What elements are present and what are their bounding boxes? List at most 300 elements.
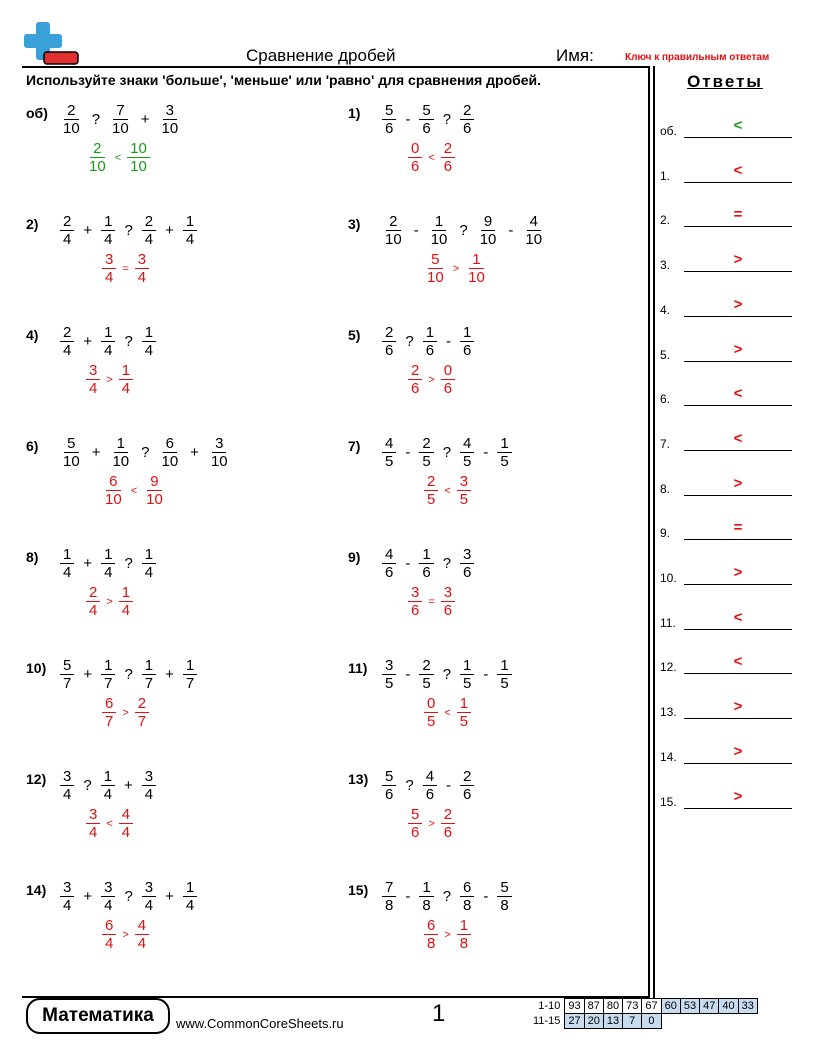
numerator: 2 [460, 102, 474, 120]
fraction [423, 324, 437, 359]
denominator: 10 [468, 269, 485, 286]
fraction [119, 806, 133, 841]
fraction [460, 657, 474, 692]
problem-number: 11) [348, 660, 368, 676]
instructions: Используйте знаки 'больше', 'меньше' или 'равно' для сравнения дробей. [26, 72, 542, 88]
answer-value: > [733, 698, 743, 716]
fraction [109, 435, 132, 470]
denominator: 4 [105, 269, 114, 286]
denominator: 6 [463, 786, 472, 803]
fraction [135, 695, 149, 730]
numerator: 4 [119, 806, 133, 824]
operator: - [483, 444, 489, 461]
answer-column-divider [648, 66, 650, 998]
answer-line [684, 316, 792, 317]
fraction [441, 140, 455, 175]
numerator: 3 [60, 879, 74, 897]
answer-value: < [733, 429, 743, 447]
numerator: 6 [102, 917, 116, 935]
denominator: 4 [137, 935, 147, 952]
numerator: 1 [460, 324, 474, 342]
numerator: 6 [163, 435, 177, 453]
score-cell: 53 [680, 999, 699, 1014]
answer-row [660, 293, 792, 317]
fraction [460, 435, 474, 470]
fraction [497, 879, 511, 914]
fraction [101, 546, 115, 581]
fraction [102, 473, 125, 508]
denominator: 4 [185, 897, 195, 914]
denominator: 4 [63, 342, 72, 359]
denominator: 4 [103, 786, 113, 803]
compare-placeholder: ? [124, 555, 133, 572]
numerator: 2 [90, 140, 104, 158]
numerator: 7 [113, 102, 127, 120]
numerator: 2 [441, 140, 455, 158]
answer-value: > [733, 564, 743, 581]
fraction [102, 251, 116, 286]
fraction [408, 584, 422, 619]
fraction [119, 584, 133, 619]
numerator: 2 [386, 213, 400, 231]
numerator: 3 [102, 251, 116, 269]
denominator: 5 [385, 453, 394, 470]
answer-row [660, 740, 792, 764]
numerator: 5 [497, 879, 511, 897]
denominator: 4 [63, 564, 72, 581]
problem-item [348, 546, 648, 642]
score-row-label: 11-15 [533, 1015, 561, 1027]
score-table [530, 998, 758, 1029]
answer-line [684, 271, 792, 272]
problem-expression [60, 213, 197, 248]
answer-number: 4. [660, 302, 671, 317]
answer-number: 6. [660, 392, 671, 407]
numerator: 1 [497, 435, 511, 453]
denominator: 7 [63, 675, 72, 692]
answer-value: < [733, 385, 743, 403]
denominator: 6 [463, 342, 472, 359]
fraction [127, 140, 150, 175]
denominator: 6 [443, 824, 453, 841]
answer-work [86, 806, 133, 841]
denominator: 5 [459, 713, 469, 730]
problem-item [26, 102, 326, 198]
problem-item [26, 657, 326, 753]
answer-value: = [733, 206, 743, 224]
fraction [441, 806, 455, 841]
fraction [86, 362, 100, 397]
numerator: 1 [497, 657, 511, 675]
answer-number: 5. [660, 347, 671, 362]
denominator: 5 [463, 453, 472, 470]
denominator: 6 [385, 786, 394, 803]
answer-value: < [733, 653, 743, 671]
answer-line [684, 361, 792, 362]
numerator: 1 [419, 879, 433, 897]
answer-line [684, 450, 792, 451]
fraction [497, 435, 511, 470]
problem-expression [382, 324, 474, 359]
numerator: 2 [408, 362, 422, 380]
fraction [457, 695, 471, 730]
problem-number: 4) [26, 327, 39, 343]
problem-item [26, 546, 326, 642]
numerator: 2 [460, 768, 474, 786]
comparison-symbol: > [122, 928, 129, 941]
numerator: 2 [424, 473, 438, 491]
answer-row [660, 427, 792, 451]
fraction [101, 657, 115, 692]
fraction [408, 362, 422, 397]
denominator: 10 [161, 120, 179, 137]
numerator: 1 [101, 546, 115, 564]
score-cell: 27 [565, 1014, 584, 1029]
score-cell: 33 [738, 999, 757, 1014]
denominator: 4 [89, 824, 98, 841]
denominator: 10 [525, 231, 543, 248]
fraction [86, 806, 100, 841]
denominator: 10 [63, 453, 80, 470]
answer-line [684, 584, 792, 585]
problem-number: 9) [348, 549, 361, 565]
answer-value: > [733, 742, 743, 760]
denominator: 6 [422, 564, 431, 581]
fraction [465, 251, 488, 286]
denominator: 6 [443, 158, 453, 175]
denominator: 10 [210, 453, 228, 470]
problem-expression [60, 546, 156, 581]
name-label: Имя: [556, 46, 594, 65]
answer-row [660, 695, 792, 719]
score-cell: 40 [719, 999, 738, 1014]
answer-number: об. [660, 124, 677, 138]
answer-line [684, 182, 792, 183]
answer-work [102, 251, 149, 286]
numerator: 3 [60, 768, 74, 786]
answer-number: 9. [660, 526, 671, 541]
numerator: 4 [527, 213, 541, 231]
answer-line [684, 673, 792, 674]
fraction [86, 584, 100, 619]
score-cell: 47 [700, 999, 719, 1014]
denominator: 6 [411, 602, 420, 619]
numerator: 1 [423, 324, 437, 342]
answer-row [660, 159, 792, 183]
operator: - [405, 444, 411, 461]
fraction [143, 473, 166, 508]
problem-expression [382, 102, 474, 137]
score-row [530, 1014, 757, 1029]
denominator: 5 [422, 675, 431, 692]
answer-value: < [733, 117, 743, 134]
fraction [419, 546, 433, 581]
answer-work [424, 251, 488, 286]
numerator: 1 [432, 213, 446, 231]
fraction [460, 768, 474, 803]
denominator: 7 [105, 713, 114, 730]
problem-item [26, 324, 326, 420]
answer-work [408, 362, 455, 397]
answer-work [408, 806, 455, 841]
denominator: 10 [112, 453, 130, 470]
denominator: 6 [425, 786, 435, 803]
numerator: 2 [419, 657, 433, 675]
answer-number: 15. [660, 794, 677, 809]
problem-expression [382, 435, 512, 470]
operator: + [165, 222, 174, 239]
numerator: 5 [382, 768, 396, 786]
answer-number: 12. [660, 660, 677, 675]
denominator: 4 [185, 231, 195, 248]
fraction [424, 251, 447, 286]
problem-number: 3) [348, 216, 361, 232]
comparison-symbol: < [444, 484, 451, 497]
numerator: 3 [86, 362, 100, 380]
numerator: 3 [163, 102, 177, 120]
numerator: 1 [457, 695, 471, 713]
numerator: 4 [135, 917, 149, 935]
numerator: 6 [424, 917, 438, 935]
compare-placeholder: ? [442, 111, 452, 128]
answer-work [408, 584, 455, 619]
fraction [428, 213, 451, 248]
numerator: 3 [135, 251, 149, 269]
compare-placeholder: ? [442, 555, 452, 572]
problem-expression [60, 657, 197, 692]
fraction [60, 435, 83, 470]
score-cell: 7 [623, 1014, 642, 1029]
score-row [530, 999, 757, 1014]
fraction [441, 362, 455, 397]
compare-placeholder: ? [124, 222, 133, 239]
denominator: 4 [63, 897, 72, 914]
answer-work [408, 140, 455, 175]
score-cell: 93 [565, 999, 584, 1014]
numerator: 3 [457, 473, 471, 491]
numerator: 1 [114, 435, 128, 453]
comparison-symbol: > [122, 706, 129, 719]
fraction [102, 917, 116, 952]
problem-expression [60, 768, 156, 803]
numerator: 2 [135, 695, 149, 713]
numerator: 2 [419, 435, 433, 453]
answer-line [684, 137, 792, 138]
denominator: 10 [63, 120, 80, 137]
comparison-symbol: < [106, 817, 113, 830]
numerator: 1 [119, 362, 133, 380]
comparison-symbol: > [106, 595, 113, 608]
fraction [101, 324, 115, 359]
numerator: 6 [102, 695, 116, 713]
numerator: 3 [382, 657, 396, 675]
fraction [183, 879, 197, 914]
fraction [86, 140, 109, 175]
denominator: 6 [411, 824, 420, 841]
numerator: 3 [408, 584, 422, 602]
denominator: 4 [104, 342, 113, 359]
answer-line [684, 718, 792, 719]
operator: - [405, 888, 411, 905]
fraction [522, 213, 545, 248]
numerator: 6 [106, 473, 120, 491]
problem-item [26, 879, 326, 975]
numerator: 1 [460, 657, 474, 675]
problem-item [348, 324, 648, 420]
compare-placeholder: ? [442, 444, 452, 461]
answer-row [660, 114, 792, 138]
numerator: 0 [441, 362, 455, 380]
fraction [419, 657, 433, 692]
plus-minus-logo-icon [22, 22, 80, 68]
fraction [135, 251, 149, 286]
numerator: 0 [424, 695, 438, 713]
fraction [424, 695, 438, 730]
compare-placeholder: ? [405, 333, 414, 350]
problem-number: 14) [26, 882, 47, 898]
denominator: 10 [105, 491, 122, 508]
denominator: 10 [430, 231, 448, 248]
problem-expression [382, 879, 512, 914]
denominator: 4 [63, 231, 72, 248]
answer-work [424, 917, 471, 952]
problem-item [348, 213, 648, 309]
score-cell: 73 [623, 999, 642, 1014]
fraction [119, 362, 133, 397]
numerator: 3 [142, 879, 156, 897]
denominator: 6 [385, 564, 394, 581]
denominator: 6 [443, 602, 453, 619]
operator: + [190, 444, 199, 461]
numerator: 5 [419, 102, 433, 120]
denominator: 5 [422, 453, 431, 470]
fraction [142, 213, 156, 248]
operator: + [83, 555, 93, 572]
numerator: 1 [101, 213, 115, 231]
numerator: 3 [460, 546, 474, 564]
numerator: 1 [183, 879, 197, 897]
problem-number: 8) [26, 549, 39, 565]
denominator: 8 [385, 897, 394, 914]
numerator: 0 [408, 140, 422, 158]
denominator: 8 [500, 897, 509, 914]
denominator: 4 [104, 564, 113, 581]
score-cell: 87 [584, 999, 603, 1014]
compare-placeholder: ? [124, 333, 133, 350]
answer-line [684, 808, 792, 809]
denominator: 6 [463, 120, 472, 137]
numerator: 1 [419, 546, 433, 564]
answer-line [684, 763, 792, 764]
problem-number: 2) [26, 216, 39, 232]
answer-line [684, 629, 792, 630]
fraction [142, 546, 156, 581]
numerator: 3 [86, 806, 100, 824]
fraction [142, 879, 156, 914]
denominator: 10 [427, 269, 444, 286]
numerator: 2 [441, 806, 455, 824]
answer-key-label: Ключ к правильным ответам [625, 52, 770, 63]
answer-value: > [733, 474, 743, 492]
fraction [460, 102, 474, 137]
numerator: 2 [142, 213, 156, 231]
denominator: 5 [385, 675, 394, 692]
numerator: 4 [382, 435, 396, 453]
problem-expression [60, 324, 156, 359]
answer-number: 13. [660, 705, 677, 720]
fraction [460, 324, 474, 359]
comparison-symbol: > [106, 373, 113, 386]
comparison-symbol: > [428, 373, 435, 386]
denominator: 4 [144, 897, 154, 914]
answer-work [86, 584, 133, 619]
numerator: 4 [382, 546, 396, 564]
denominator: 4 [89, 380, 98, 397]
numerator: 1 [60, 546, 74, 564]
numerator: 10 [127, 140, 150, 158]
answers-title: Ответы [687, 72, 763, 91]
fraction [109, 102, 132, 137]
fraction [382, 102, 396, 137]
comparison-symbol: = [428, 595, 435, 608]
fraction [183, 657, 197, 692]
numerator: 9 [147, 473, 161, 491]
problem-number: 13) [348, 771, 369, 787]
answer-line [684, 495, 792, 496]
denominator: 6 [411, 380, 420, 397]
answer-number: 14. [660, 749, 677, 764]
answer-value: = [733, 519, 743, 537]
problem-expression [60, 879, 197, 914]
denominator: 10 [146, 491, 163, 508]
fraction [158, 102, 181, 137]
denominator: 5 [459, 491, 469, 508]
fraction [382, 879, 396, 914]
problem-number: 12) [26, 771, 47, 787]
fraction [142, 768, 156, 803]
score-cell: 0 [642, 1014, 661, 1029]
answer-value: > [733, 251, 743, 269]
site-url: www.CommonCoreSheets.ru [176, 1016, 344, 1031]
fraction [382, 546, 396, 581]
problem-expression [382, 657, 512, 692]
answer-value: < [733, 608, 743, 626]
denominator: 10 [130, 158, 147, 175]
comparison-symbol: > [444, 928, 451, 941]
numerator: 1 [101, 657, 115, 675]
fraction [460, 546, 474, 581]
operator: + [83, 888, 93, 905]
numerator: 4 [460, 435, 474, 453]
denominator: 10 [161, 453, 179, 470]
problem-item [348, 879, 648, 975]
answer-work [102, 917, 149, 952]
compare-placeholder: ? [405, 777, 414, 794]
operator: + [83, 222, 93, 239]
fraction [142, 657, 156, 692]
fraction [423, 768, 437, 803]
problem-item [26, 435, 326, 531]
problem-number: 10) [26, 660, 47, 676]
answer-row [660, 203, 792, 227]
problem-number: 6) [26, 438, 39, 454]
denominator: 8 [422, 897, 431, 914]
fraction [441, 584, 455, 619]
denominator: 8 [463, 897, 472, 914]
numerator: 9 [481, 213, 495, 231]
comparison-symbol: = [122, 262, 129, 275]
answer-number: 7. [660, 436, 671, 451]
